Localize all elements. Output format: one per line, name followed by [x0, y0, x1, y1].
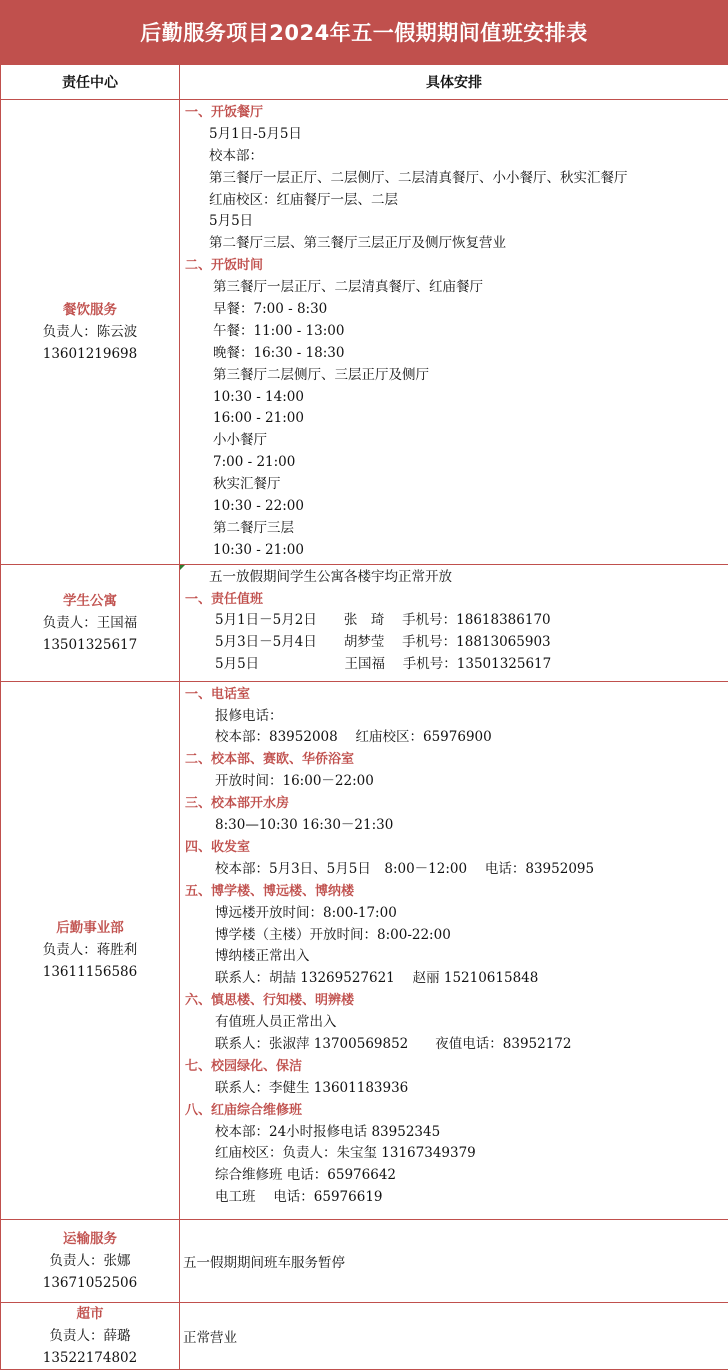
detail-line: 红庙校区：红庙餐厅一层、二层 — [183, 190, 728, 212]
detail-line: 校本部： — [183, 146, 728, 168]
detail-line: 8:30—10:30 16:30－21:30 — [183, 815, 728, 837]
page-title: 后勤服务项目2024年五一假期期间值班安排表 — [0, 0, 728, 64]
detail-line: 有值班人员正常出入 — [183, 1012, 728, 1034]
section-heading: 七、校园绿化、保洁 — [183, 1056, 728, 1078]
detail-line: 第二餐厅三层、第三餐厅三层正厅及侧厅恢复营业 — [183, 233, 728, 255]
detail-line: 五一放假期间学生公寓各楼宇均正常开放 — [183, 567, 728, 589]
section-heading: 一、开饭餐厅 — [183, 102, 728, 124]
section-heading: 二、开饭时间 — [183, 255, 728, 277]
dept-name: 餐饮服务 — [1, 299, 179, 321]
section-heading: 三、校本部开水房 — [183, 793, 728, 815]
detail-line: 5月3日－5月4日 胡梦莹 手机号：18813065903 — [183, 632, 728, 654]
detail-line: 小小餐厅 — [183, 430, 728, 452]
detail-line: 综合维修班 电话：65976642 — [183, 1165, 728, 1187]
table-row-supermarket — [1, 1302, 728, 1369]
detail-line: 5月5日 王国福 手机号：13501325617 — [183, 654, 728, 676]
detail-cell-dormitory — [180, 564, 728, 681]
detail-cell-supermarket: 正常营业 — [180, 1302, 728, 1369]
dept-cell-supermarket — [1, 1302, 180, 1369]
table-header-row — [1, 65, 728, 100]
dept-phone: 13601219698 — [1, 343, 179, 365]
detail-line: 第三餐厅一层正厅、二层侧厅、二层清真餐厅、小小餐厅、秋实汇餐厅 — [183, 168, 728, 190]
dept-name: 学生公寓 — [1, 590, 179, 612]
detail-line: 早餐：7:00 - 8:30 — [183, 299, 728, 321]
dept-phone: 13671052506 — [1, 1272, 179, 1294]
section-heading: 一、责任值班 — [183, 589, 728, 611]
schedule-table — [0, 64, 728, 1370]
detail-line: 校本部：83952008 红庙校区：65976900 — [183, 727, 728, 749]
detail-cell-transport: 五一假期期间班车服务暂停 — [180, 1219, 728, 1302]
detail-line: 5月1日－5月2日 张 琦 手机号：18618386170 — [183, 610, 728, 632]
section-heading: 五、博学楼、博远楼、博纳楼 — [183, 881, 728, 903]
detail-line: 校本部：5月3日、5月5日 8:00－12:00 电话：83952095 — [183, 859, 728, 881]
dept-phone: 13522174802 — [1, 1347, 179, 1369]
detail-line: 博学楼（主楼）开放时间：8:00-22:00 — [183, 925, 728, 947]
dept-name: 超市 — [1, 1303, 179, 1325]
section-heading: 四、收发室 — [183, 837, 728, 859]
dept-name: 运输服务 — [1, 1228, 179, 1250]
dept-phone: 13611156586 — [1, 961, 179, 983]
detail-line: 10:30 - 22:00 — [183, 496, 728, 518]
table-row-catering — [1, 100, 728, 565]
detail-line: 博纳楼正常出入 — [183, 946, 728, 968]
dept-person: 负责人：王国福 — [1, 612, 179, 634]
dept-cell-catering — [1, 100, 180, 565]
dept-person: 负责人：薛璐 — [1, 1325, 179, 1347]
dept-cell-logistics — [1, 681, 180, 1219]
detail-cell-catering — [180, 100, 728, 565]
dept-cell-dormitory — [1, 564, 180, 681]
detail-line: 7:00 - 21:00 — [183, 452, 728, 474]
detail-line: 第二餐厅三层 — [183, 518, 728, 540]
detail-line: 秋实汇餐厅 — [183, 474, 728, 496]
table-row-transport — [1, 1219, 728, 1302]
dept-person: 负责人：陈云波 — [1, 321, 179, 343]
table-row-logistics — [1, 681, 728, 1219]
detail-line: 电工班 电话：65976619 — [183, 1187, 728, 1209]
detail-line: 5月5日 — [183, 211, 728, 233]
detail-line: 晚餐：16:30 - 18:30 — [183, 343, 728, 365]
dept-person: 负责人：张娜 — [1, 1250, 179, 1272]
section-heading: 八、红庙综合维修班 — [183, 1100, 728, 1122]
section-heading: 二、校本部、赛欧、华侨浴室 — [183, 749, 728, 771]
detail-line: 午餐：11:00 - 13:00 — [183, 321, 728, 343]
detail-line: 16:00 - 21:00 — [183, 408, 728, 430]
comment-marker — [180, 565, 185, 570]
dept-name: 后勤事业部 — [1, 917, 179, 939]
detail-line: 校本部：24小时报修电话 83952345 — [183, 1122, 728, 1144]
dept-phone: 13501325617 — [1, 634, 179, 656]
detail-line: 开放时间：16:00－22:00 — [183, 771, 728, 793]
detail-line: 10:30 - 14:00 — [183, 387, 728, 409]
detail-line: 5月1日-5月5日 — [183, 124, 728, 146]
detail-line: 第三餐厅一层正厅、二层清真餐厅、红庙餐厅 — [183, 277, 728, 299]
section-heading: 六、慎思楼、行知楼、明辨楼 — [183, 990, 728, 1012]
detail-line: 联系人：李健生 13601183936 — [183, 1078, 728, 1100]
section-heading: 一、电话室 — [183, 684, 728, 706]
header-arrangement: 具体安排 — [180, 65, 728, 100]
detail-line: 10:30 - 21:00 — [183, 540, 728, 562]
dept-cell-transport — [1, 1219, 180, 1302]
detail-line: 博远楼开放时间：8:00-17:00 — [183, 903, 728, 925]
table-row-dormitory — [1, 564, 728, 681]
detail-cell-logistics — [180, 681, 728, 1219]
header-responsibility-center: 责任中心 — [1, 65, 180, 100]
detail-line: 联系人：张淑萍 13700569852 夜值电话：83952172 — [183, 1034, 728, 1056]
detail-line: 联系人：胡喆 13269527621 赵丽 15210615848 — [183, 968, 728, 990]
detail-line: 报修电话： — [183, 706, 728, 728]
detail-line: 第三餐厅二层侧厅、三层正厅及侧厅 — [183, 365, 728, 387]
detail-line: 红庙校区：负责人：朱宝玺 13167349379 — [183, 1143, 728, 1165]
dept-person: 负责人：蒋胜利 — [1, 939, 179, 961]
